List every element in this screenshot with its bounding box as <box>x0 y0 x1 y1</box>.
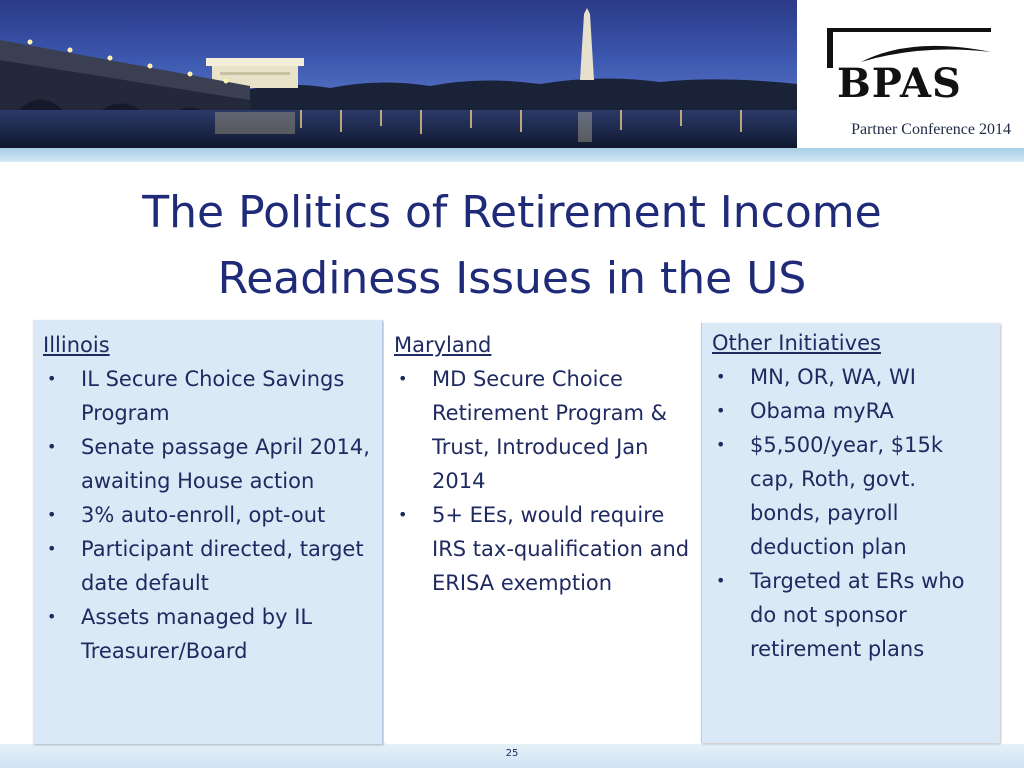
slide-title-line-1: The Politics of Retirement Income <box>142 187 882 238</box>
bullet-dot-icon: • <box>47 505 57 524</box>
maryland-heading: Maryland <box>394 333 492 357</box>
list-item: • Assets managed by IL Treasurer/Board <box>43 600 372 668</box>
other-initiatives-list <box>712 360 990 666</box>
bpas-logo <box>797 0 1024 148</box>
list-item: • Targeted at ERs who do not sponsor retirement plans <box>712 564 990 666</box>
logo-text: BPAS <box>837 60 962 107</box>
illinois-panel <box>33 320 383 744</box>
page-number: 25 <box>505 748 519 759</box>
maryland-panel <box>384 320 700 742</box>
conference-caption: Partner Conference 2014 <box>851 121 1011 138</box>
bullet-dot-icon: • <box>47 369 57 388</box>
bullet-dot-icon: • <box>716 571 726 590</box>
washington-skyline-photo <box>0 0 797 148</box>
bullet-dot-icon: • <box>716 401 726 420</box>
list-item: • 3% auto-enroll, opt-out <box>43 498 372 532</box>
bullet-dot-icon: • <box>47 539 57 558</box>
list-item: • Obama myRA <box>712 394 990 428</box>
bullet-dot-icon: • <box>716 435 726 454</box>
list-item: • IL Secure Choice Savings Program <box>43 362 372 430</box>
illinois-heading: Illinois <box>43 333 110 357</box>
slide-title <box>62 180 962 312</box>
other-initiatives-panel <box>701 323 1000 743</box>
slide-title-line-2: Readiness Issues in the US <box>217 253 807 304</box>
maryland-list <box>394 362 690 600</box>
bullet-dot-icon: • <box>716 367 726 386</box>
header-banner <box>0 0 1024 148</box>
bullet-dot-icon: • <box>47 437 57 456</box>
banner-stripe <box>0 148 1024 162</box>
list-item: • Participant directed, target date default <box>43 532 372 600</box>
bullet-dot-icon: • <box>47 607 57 626</box>
bullet-dot-icon: • <box>398 505 408 524</box>
list-item: • Senate passage April 2014, awaiting House action <box>43 430 372 498</box>
illinois-list <box>43 362 372 668</box>
list-item: • $5,500/year, $15k cap, Roth, govt. bonds, payroll deduction plan <box>712 428 990 564</box>
list-item: • 5+ EEs, would require IRS tax-qualification and ERISA exemption <box>394 498 690 600</box>
bullet-dot-icon: • <box>398 369 408 388</box>
list-item: • MN, OR, WA, WI <box>712 360 990 394</box>
other-initiatives-heading: Other Initiatives <box>712 331 881 355</box>
list-item: • MD Secure Choice Retirement Program & Trust, Introduced Jan 2014 <box>394 362 690 498</box>
